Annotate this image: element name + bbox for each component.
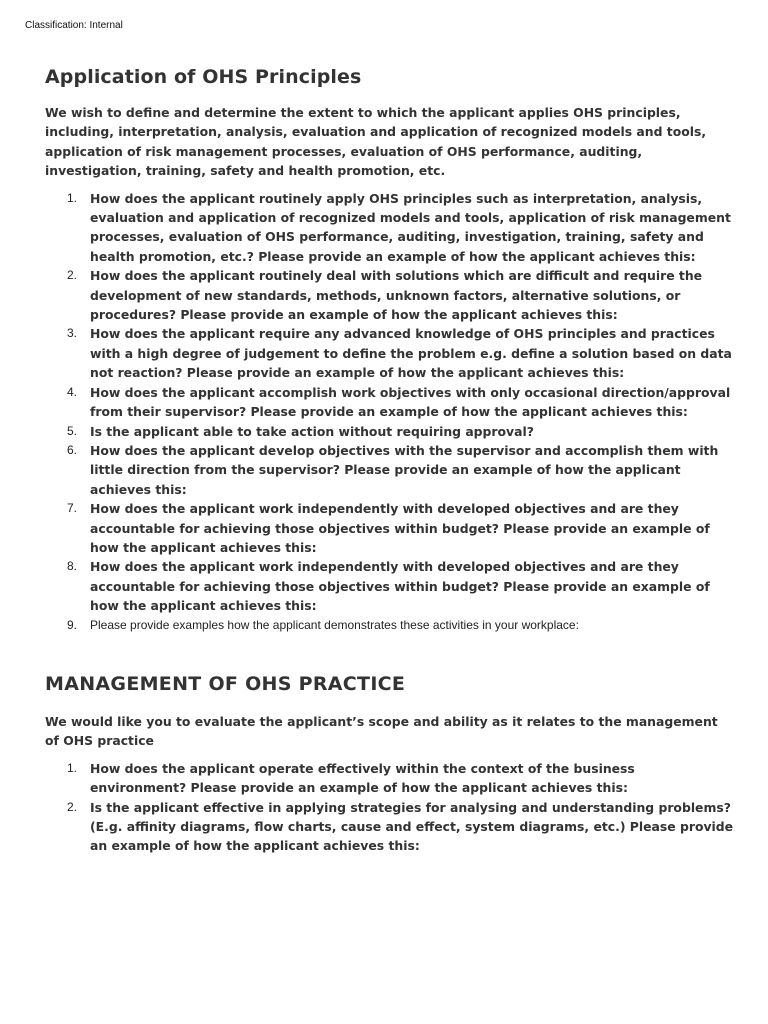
question-item [45, 441, 735, 499]
classification-label: Classification: Internal [25, 20, 123, 31]
document-body [45, 66, 735, 856]
question-number: 2. [67, 268, 78, 283]
section-title: MANAGEMENT OF OHS PRACTICE [45, 672, 406, 695]
question-text: How does the applicant routinely apply OHS principles such as interpretation, analysis, evaluation and application of recognized models and tools, application of risk management processes, evaluation of OHS performance, auditing, investigation, training, safety and health promotion, etc.? Please provide an example of how the applicant achieves this: [90, 190, 731, 264]
question-number: 3. [67, 326, 78, 341]
question-text: How does the applicant work independently with developed objectives and are they accountable for achieving those objectives within budget? Please provide an example of how the applicant achieves this: [90, 501, 710, 555]
question-item [45, 798, 735, 856]
question-text: Is the applicant effective in applying strategies for analysing and understanding problems? (E.g. affinity diagrams, flow charts, cause and effect, system diagrams, etc.) Please provide an example of how the applicant achieves this: [90, 799, 734, 854]
question-item [45, 616, 735, 635]
question-item [45, 383, 735, 422]
question-number: 6. [67, 442, 78, 457]
question-number: 1. [67, 190, 78, 205]
question-text: How does the applicant routinely deal with solutions which are difficult and require the development of new standards, methods, unknown factors, alternative solutions, or procedures? Please provide an example of how the applicant achieves this: [90, 268, 703, 323]
question-item [45, 557, 735, 615]
section-intro: We wish to define and determine the extent to which the applicant applies OHS principles, including, interpretation, analysis, evaluation and application of recognized models and tools, application of risk management processes, evaluation of OHS performance, auditing, investigation, training, safety and health promotion, etc. [45, 105, 707, 179]
question-number: 7. [67, 501, 78, 516]
question-list [45, 189, 735, 635]
question-text: How does the applicant require any advanced knowledge of OHS principles and practices with a high degree of judgement to define the problem e.g. define a solution based on data not reaction? Please provide an example of how the applicant achieves this: [90, 326, 732, 381]
question-item [45, 422, 735, 441]
question-text: How does the applicant develop objectives with the supervisor and accomplish them with little direction from the supervisor? Please provide an example of how the applicant achieves this: [90, 442, 719, 497]
question-item [45, 266, 735, 324]
question-list [45, 759, 735, 856]
section-management-ohs-practice [45, 673, 735, 856]
question-number: 9. [67, 617, 78, 632]
question-text: How does the applicant operate effectively within the context of the business environment? Please provide an example of how the applicant achieves this: [90, 760, 635, 796]
question-text: Please provide examples how the applicant demonstrates these activities in your workplace: [90, 617, 579, 632]
question-number: 1. [67, 760, 78, 775]
question-item [45, 189, 735, 267]
question-number: 2. [67, 799, 78, 814]
section-intro: We would like you to evaluate the applicant’s scope and ability as it relates to the management of OHS practice [45, 713, 718, 749]
question-item [45, 324, 735, 382]
question-number: 5. [67, 423, 78, 438]
section-title: Application of OHS Principles [45, 66, 362, 88]
question-item [45, 499, 735, 557]
question-number: 4. [67, 384, 78, 399]
question-text: How does the applicant work independently with developed objectives and are they accountable for achieving those objectives within budget? Please provide an example of how the applicant achieves this: [90, 559, 710, 614]
question-item [45, 759, 735, 798]
question-text: Is the applicant able to take action without requiring approval? [90, 423, 534, 439]
section-ohs-principles [45, 66, 735, 635]
question-number: 8. [67, 559, 78, 574]
question-text: How does the applicant accomplish work objectives with only occasional direction/approval from their supervisor? Please provide an example of how the applicant achieves this: [90, 384, 731, 420]
